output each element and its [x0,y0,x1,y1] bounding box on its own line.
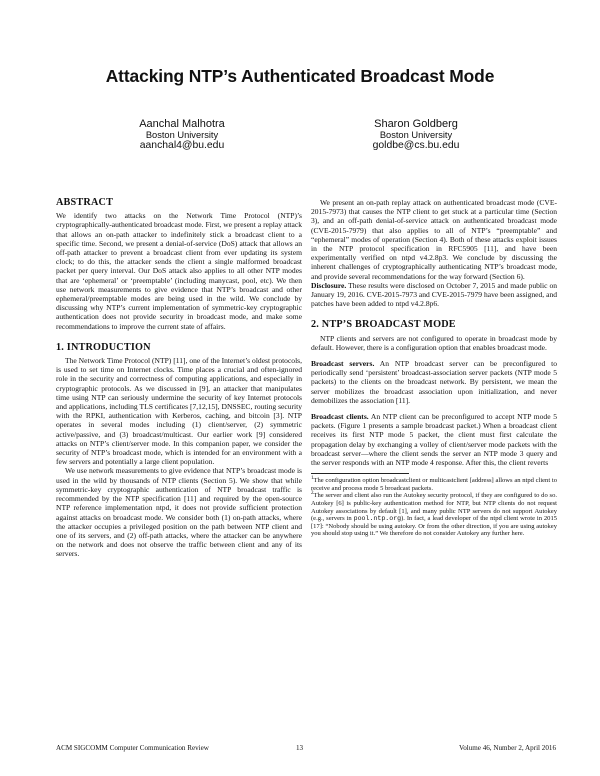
footnote-text: The configuration option broadcastclient or multicastclient [address] allows an ntpd client to receive and process mode 5 broadcast packets. [311,477,557,492]
broadcast-servers-label: Broadcast servers. [311,359,375,369]
footnote-text: The server and client also run the Autokey security protocol, if they are configured to do so. Autokey [6] is public-key authentication method for NTP, but NTP clients do not request Autokey associations by default [1], and many public NTP servers do not support Autokey (e.g., servers in [311,492,557,523]
section-heading-broadcast-mode: 2. NTP’S BROADCAST MODE [311,319,456,331]
footnote-2 [311,492,557,538]
author-block [296,118,536,152]
footer-volume: Volume 46, Number 2, April 2016 [458,744,556,752]
footnote-divider [311,473,409,474]
author-name: Sharon Goldberg [374,118,458,130]
disclosure-label: Disclosure. [311,280,347,290]
abstract-heading: ABSTRACT [56,197,114,208]
footnote-code: pool.ntp.org [353,515,402,523]
footer-page-number: 13 [296,744,304,752]
author-email: goldbe@cs.bu.edu [372,140,460,151]
broadcast-servers-text: An NTP broadcast server can be preconfigured to periodically send ‘persistent’ broadcast-association server packets (NTP mode 5 packets) to the clients on the broadcast network. By persistent, we mean the server mobilizes the broadcast association upon initialization, and never demobilizes the association [11]. [311,359,557,405]
author-name: Aanchal Malhotra [139,118,225,130]
section-heading-introduction: 1. INTRODUCTION [56,341,151,353]
paper-title: Attacking NTP’s Authenticated Broadcast Mode [105,66,495,86]
footnote-mark: 1 [311,476,314,482]
broadcast-clients-text: An NTP client can be preconfigured to accept NTP mode 5 packets. (Figure 1 presents a sample broadcast packet.) When a broadcast client receives its first NTP mode 5 packet, the client must first calculate the propagation delay by exchanging a volley of client/server mode packets with the broadcast server—where the client sends the server an NTP mode 3 query and the server responds with an NTP mode 4 response. After this, the client reverts [311,412,557,468]
footnote-text: ). In fact, a lead developer of the ntpd client wrote in 2015 [17]: “Nobody should be using autokey. Or from the other direction, if you are using autokey you should stop using it.” We therefore do not consider Autokey any further here. [311,515,557,538]
page-footer [56,744,556,754]
footnote-mark: 2 [311,491,314,497]
author-affiliation: Boston University [379,130,453,140]
disclosure-text: These results were disclosed on October 7, 2015 and made public on January 19, 2016. CVE-2015-7973 and CVE-2015-7979 have been assigned, and patches have been added to ntpd v4.2.8p6. [311,280,557,309]
paragraph: The Network Time Protocol (NTP) [11], one of the Internet’s oldest protocols, is used to set time on Internet clocks. Time places a crucial and often-ignored role in the security and correctness of computing applications, and especially in cryptographic protocols. As we discussed in [9], an attacker that manipulates time using NTP can seriously undermine the security of key Internet protocols and applications, including TLS certificates [7,12,15], DNSSEC, routing security with the RPKI, authentication with Kerberos, caching, and bitcoin [3]. NTP operates in several modes including (1) client/server, (2) symmetric active/passive, and (3) broadcast/multicast. Our earlier work [9] considered attacks on NTP’s client/server mode. In this companion paper, we consider the security of NTP’s broadcast mode, which is intended for an environment with a few servers and potentially a large client population. [56,356,302,467]
left-column [56,198,302,559]
right-column [311,198,557,538]
paragraph: NTP clients and servers are not configured to operate in broadcast mode by default. However, there is a configuration option that enables broadcast mode. [311,333,557,352]
author-block [62,118,302,152]
footer-journal: ACM SIGCOMM Computer Communication Review [56,744,209,752]
broadcast-clients-paragraph [311,412,557,467]
footnote-1 [311,477,557,492]
paragraph: We present an on-path replay attack on authenticated broadcast mode (CVE-2015-7973) that causes the NTP client to get stuck at a particular time (Section 3), and an off-path denial-of-service attack on authenticated broadcast mode (CVE-2015-7979) that also applies to all of NTP’s “preemptable” and “ephemeral” modes of operation (Section 4). Both of these attacks exploit issues in the NTP protocol specification in RFC5905 [11], and have been experimentally verified on ntpd v4.2.8p3. We conclude by discussing the inherent challenges of cryptographically authenticating NTP’s broadcast mode, and provide several recommendations for the way forward (Section 6). [311,198,557,281]
broadcast-servers-paragraph [311,359,557,405]
author-email: aanchal4@bu.edu [139,140,225,151]
disclosure-paragraph [311,281,557,309]
broadcast-clients-label: Broadcast clients. [311,412,369,422]
author-affiliation: Boston University [145,130,219,140]
paragraph: We use network measurements to give evidence that NTP’s broadcast mode is used in the wild by thousands of NTP clients (Section 5). We show that while symmetric-key cryptographic authentication of NTP broadcast traffic is recommended by the NTP specification [11] and required by the open-source NTP reference implementation ntpd, it does not provide sufficient protection against attacks on broadcast mode. We consider both (1) on-path attacks, where the attacker occupies a privileged position on the path between NTP client and one of its servers, and (2) off-path attacks, where the attacker can be anywhere on the network and does not observe the traffic between client and any of its servers. [56,466,302,559]
abstract-text: We identify two attacks on the Network Time Protocol (NTP)’s cryptographically-authenticated broadcast mode. First, we present a replay attack that allows an on-path attacker to indefinitely stick a broadcast client to a specific time. Second, we present a denial-of-service (DoS) attack that allows an off-path attacker to prevent a broadcast client from ever updating its system clock; to do this, the attacker sends the client a single malformed broadcast packet per query interval. Our DoS attack also applies to all other NTP modes that are ‘ephemeral’ or ‘preemptable’ (including manycast, pool, etc). We then use network measurements to give evidence that NTP’s broadcast and other ephemeral/preemptable modes are being used in the wild. We conclude by discussing why NTP’s current implementation of symmetric-key cryptographic authentication does not provide security in broadcast mode, and make some recommendations to improve the current state of affairs. [56,211,302,331]
